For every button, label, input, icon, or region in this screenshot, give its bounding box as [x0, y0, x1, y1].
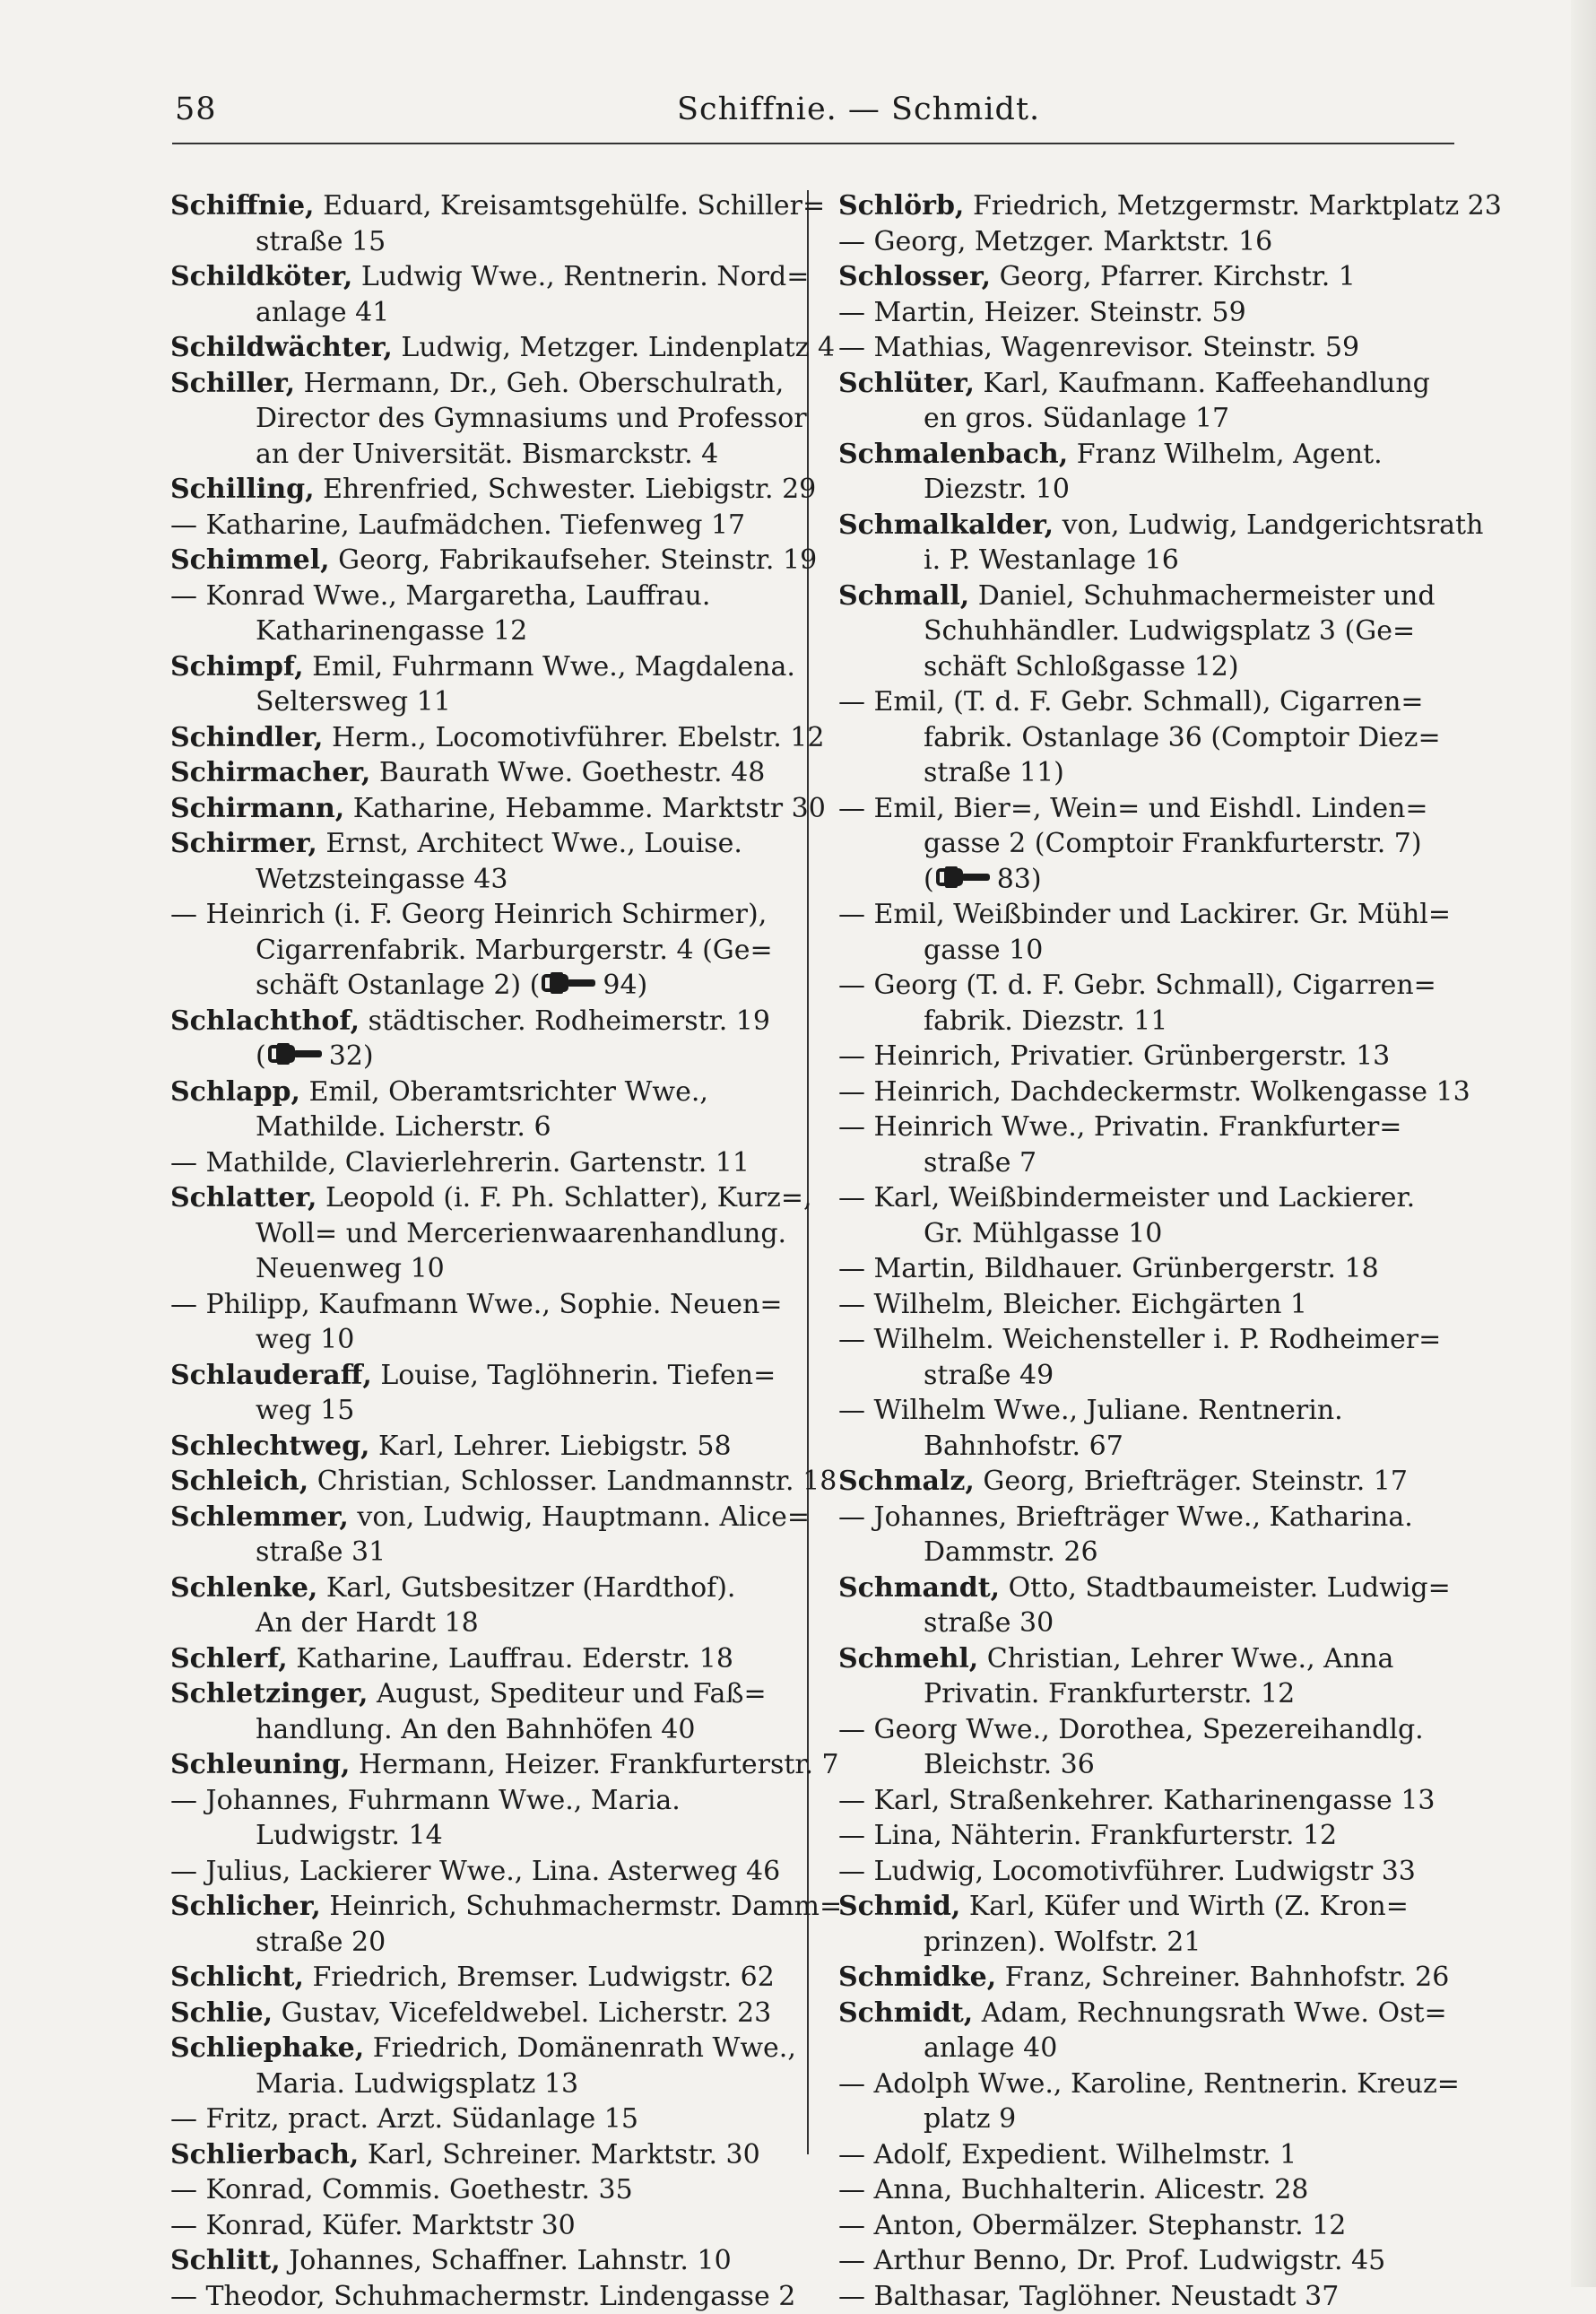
- entry-text: — Katharine, Laufmädchen. Tiefenweg 17: [170, 509, 745, 541]
- entry-surname: Schleuning,: [170, 1749, 350, 1780]
- directory-entry-line: [838, 1996, 1466, 2031]
- entry-text: anlage 40: [924, 2032, 1057, 2064]
- directory-entry-line: [838, 1818, 1466, 1854]
- entry-text: Seltersweg 11: [256, 686, 451, 718]
- entry-surname: Schleich,: [170, 1466, 308, 1497]
- directory-entry-line: [170, 2243, 791, 2279]
- entry-surname: Schmall,: [838, 580, 969, 612]
- directory-entry-line: [838, 1216, 1466, 1252]
- entry-surname: Schiffnie,: [170, 190, 315, 222]
- entry-text: Georg, Fabrikaufseher. Steinstr. 19: [338, 544, 817, 576]
- directory-entry-line: [838, 2031, 1466, 2066]
- directory-entry-line: [838, 401, 1466, 437]
- entry-text: — Karl, Weißbindermeister und Lackierer.: [838, 1182, 1415, 1214]
- entry-text: gasse 2 (Comptoir Frankfurterstr. 7): [924, 828, 1422, 859]
- entry-surname: Schmidke,: [838, 1962, 996, 1993]
- entry-text: platz 9: [924, 2103, 1016, 2135]
- entry-surname: Schmalz,: [838, 1466, 975, 1497]
- entry-text: Ernst, Architect Wwe., Louise.: [325, 828, 742, 859]
- directory-entry-line: [838, 1358, 1466, 1394]
- directory-entry-line: [170, 2137, 791, 2173]
- entry-text: straße 7: [924, 1147, 1037, 1179]
- entry-text: straße 20: [256, 1927, 386, 1958]
- entry-text: — Mathias, Wagenrevisor. Steinstr. 59: [838, 332, 1359, 363]
- entry-text: Johannes, Schaffner. Lahnstr. 10: [289, 2245, 731, 2276]
- entry-text: straße 30: [924, 1607, 1054, 1639]
- entry-surname: Schiller,: [170, 368, 295, 399]
- directory-entry-line: [838, 295, 1466, 331]
- directory-entry-line: [838, 259, 1466, 295]
- running-head: Schiffnie. — Schmidt.: [677, 91, 1040, 127]
- entry-text: — Georg (T. d. F. Gebr. Schmall), Cigarren=: [838, 970, 1436, 1001]
- entry-surname: Schindler,: [170, 722, 323, 753]
- directory-entry-line: [170, 862, 791, 898]
- entry-text: — Ludwig, Locomotivführer. Ludwigstr 33: [838, 1856, 1416, 1887]
- directory-entry-line: [170, 2101, 791, 2137]
- entry-surname: Schlapp,: [170, 1076, 300, 1108]
- entry-surname: Schmid,: [838, 1891, 960, 1922]
- telephone-number: 94): [603, 970, 647, 1001]
- directory-entry-line: [838, 1854, 1466, 1890]
- entry-text: Neuenweg 10: [256, 1253, 445, 1284]
- directory-entry-line: [838, 1429, 1466, 1465]
- page-edge-shadow: [1571, 0, 1596, 2287]
- entry-surname: Schletzinger,: [170, 1678, 368, 1709]
- entry-surname: Schlierbach,: [170, 2139, 359, 2170]
- entry-text: fabrik. Ostanlage 36 (Comptoir Diez=: [924, 722, 1441, 753]
- directory-entry-line: [170, 1500, 791, 1535]
- entry-text: — Julius, Lackierer Wwe., Lina. Asterweg 46: [170, 1856, 780, 1887]
- entry-text: an der Universität. Bismarckstr. 4: [256, 439, 718, 470]
- directory-entry-line: [838, 1322, 1466, 1358]
- entry-text: — Mathilde, Clavierlehrerin. Gartenstr. 11: [170, 1147, 750, 1179]
- entry-text: — Balthasar, Taglöhner. Neustadt 37: [838, 2281, 1339, 2312]
- directory-entry-line: [838, 188, 1466, 224]
- telephone-number: 32): [329, 1040, 374, 1072]
- entry-text: Woll= und Mercerienwaarenhandlung.: [256, 1218, 786, 1249]
- entry-text: Franz, Schreiner. Bahnhofstr. 26: [1005, 1962, 1450, 1993]
- directory-entry-line: [170, 897, 791, 933]
- entry-text: — Georg, Metzger. Marktstr. 16: [838, 226, 1272, 257]
- directory-entry-line: [170, 1960, 791, 1996]
- entry-surname: Schmidt,: [838, 1997, 973, 2029]
- entry-text: — Johannes, Briefträger Wwe., Katharina.: [838, 1501, 1413, 1533]
- left-column: [170, 188, 791, 2314]
- directory-entry-line: [838, 2208, 1466, 2244]
- directory-entry-line: [838, 1570, 1466, 1606]
- entry-text: Otto, Stadtbaumeister. Ludwig=: [1009, 1572, 1451, 1604]
- directory-entry-line: [838, 1464, 1466, 1500]
- entry-text: Christian, Schlosser. Landmannstr. 18: [317, 1466, 837, 1497]
- entry-text: handlung. An den Bahnhöfen 40: [256, 1714, 695, 1745]
- entry-text: — Emil, (T. d. F. Gebr. Schmall), Cigarren=: [838, 686, 1424, 718]
- directory-entry-line: [170, 437, 791, 473]
- entry-text: Hermann, Heizer. Frankfurterstr. 7: [359, 1749, 839, 1780]
- directory-entry-line: [838, 1783, 1466, 1819]
- directory-entry-line: [838, 2101, 1466, 2137]
- directory-entry-line: [170, 295, 791, 331]
- entry-surname: Schimmel,: [170, 544, 330, 576]
- entry-text: Franz Wilhelm, Agent.: [1077, 439, 1383, 470]
- directory-entry-line: [170, 1570, 791, 1606]
- entry-text: Ludwigstr. 14: [256, 1820, 443, 1851]
- entry-text: — Anna, Buchhalterin. Alicestr. 28: [838, 2174, 1308, 2205]
- entry-text: — Lina, Nähterin. Frankfurterstr. 12: [838, 1820, 1337, 1851]
- entry-text: straße 49: [924, 1360, 1054, 1391]
- entry-text: Mathilde. Licherstr. 6: [256, 1111, 551, 1143]
- entry-text: fabrik. Diezstr. 11: [924, 1005, 1167, 1037]
- directory-entry-line: [170, 1605, 791, 1641]
- entry-text: — Karl, Straßenkehrer. Katharinengasse 13: [838, 1785, 1436, 1816]
- entry-text: straße 11): [924, 757, 1064, 788]
- entry-text: August, Spediteur und Faß=: [377, 1678, 767, 1709]
- directory-entry-line: [170, 613, 791, 649]
- entry-surname: Schmehl,: [838, 1643, 978, 1675]
- directory-entry-line: [838, 2243, 1466, 2279]
- directory-entry-line: [838, 330, 1466, 366]
- directory-entry-line: [170, 1180, 791, 1216]
- entry-surname: Schirmacher,: [170, 757, 370, 788]
- directory-entry-line: [170, 1996, 791, 2031]
- directory-entry-line: [838, 2279, 1466, 2314]
- entry-text: Karl, Gutsbesitzer (Hardthof).: [326, 1572, 736, 1604]
- entry-surname: Schlie,: [170, 1997, 273, 2029]
- directory-entry-line: [170, 826, 791, 862]
- directory-entry-line: [170, 259, 791, 295]
- entry-text: — Theodor, Schuhmachermstr. Lindengasse 2: [170, 2281, 795, 2312]
- entry-surname: Schlüter,: [838, 368, 975, 399]
- entry-surname: Schlauderaff,: [170, 1360, 372, 1391]
- directory-entry-line: [170, 1818, 791, 1854]
- entry-text: — Martin, Heizer. Steinstr. 59: [838, 297, 1246, 328]
- directory-entry-line: [838, 1004, 1466, 1040]
- directory-entry-line: [170, 543, 791, 578]
- entry-text: Gustav, Vicefeldwebel. Licherstr. 23: [282, 1997, 772, 2029]
- entry-text: — Wilhelm. Weichensteller i. P. Rodheimer=: [838, 1324, 1441, 1355]
- directory-entry-line: [838, 543, 1466, 578]
- directory-entry-line: [170, 791, 791, 827]
- entry-text: Louise, Taglöhnerin. Tiefen=: [380, 1360, 776, 1391]
- entry-text: — Philipp, Kaufmann Wwe., Sophie. Neuen=: [170, 1289, 783, 1320]
- directory-entry-line: [170, 1464, 791, 1500]
- entry-text: Karl, Kaufmann. Kaffeehandlung: [984, 368, 1430, 399]
- entry-surname: Schirmann,: [170, 793, 344, 824]
- entry-text: Friedrich, Metzgermstr. Marktplatz 23: [973, 190, 1502, 222]
- directory-entry-line: [170, 330, 791, 366]
- entry-text: — Anton, Obermälzer. Stephanstr. 12: [838, 2210, 1346, 2241]
- directory-entry-line: [170, 720, 791, 756]
- entry-text: gasse 10: [924, 935, 1043, 966]
- directory-entry-line: [838, 1712, 1466, 1748]
- directory-entry-line: [838, 1605, 1466, 1641]
- directory-entry-line: [838, 613, 1466, 649]
- entry-surname: Schlicht,: [170, 1962, 304, 1993]
- directory-entry-line: [170, 224, 791, 260]
- directory-entry-line: [838, 2066, 1466, 2102]
- entry-text: anlage 41: [256, 297, 389, 328]
- directory-entry-line: [170, 1251, 791, 1287]
- directory-entry-line: [838, 1747, 1466, 1783]
- entry-text: Georg, Briefträger. Steinstr. 17: [983, 1466, 1408, 1497]
- entry-surname: Schlosser,: [838, 261, 991, 292]
- directory-entry-line: [170, 1641, 791, 1677]
- entry-text: Maria. Ludwigsplatz 13: [256, 2068, 578, 2100]
- directory-entry-line: [838, 1925, 1466, 1961]
- directory-entry-line: [838, 933, 1466, 969]
- directory-entry-line: [170, 1287, 791, 1323]
- directory-entry-line: [170, 2031, 791, 2066]
- entry-text: Karl, Lehrer. Liebigstr. 58: [378, 1431, 732, 1462]
- directory-entry-line: [838, 2137, 1466, 2173]
- directory-entry-line: [170, 1074, 791, 1110]
- directory-entry-line: [838, 791, 1466, 827]
- entry-surname: Schimpf,: [170, 651, 304, 683]
- directory-entry-line: [170, 2172, 791, 2208]
- entry-text: — Adolf, Expedient. Wilhelmstr. 1: [838, 2139, 1297, 2170]
- pointing-hand-icon: [540, 969, 603, 1005]
- directory-entry-line: [838, 437, 1466, 473]
- entry-text: — Heinrich, Dachdeckermstr. Wolkengasse 13: [838, 1076, 1470, 1108]
- directory-entry-line: [170, 1783, 791, 1819]
- directory-entry-line: [170, 1925, 791, 1961]
- entry-text: — Konrad Wwe., Margaretha, Lauffrau.: [170, 580, 710, 612]
- entry-text: — Johannes, Fuhrmann Wwe., Maria.: [170, 1785, 681, 1816]
- entry-text: Hermann, Dr., Geh. Oberschulrath,: [304, 368, 785, 399]
- entry-text: Schuhhändler. Ludwigsplatz 3 (Ge=: [924, 615, 1415, 647]
- entry-text: — Heinrich (i. F. Georg Heinrich Schirmer),: [170, 899, 767, 930]
- directory-entry-line: [170, 1889, 791, 1925]
- directory-entry-line: [838, 826, 1466, 862]
- entry-text: Director des Gymnasiums und Professor: [256, 403, 807, 434]
- entry-text: — Heinrich Wwe., Privatin. Frankfurter=: [838, 1111, 1401, 1143]
- entry-surname: Schlechtweg,: [170, 1431, 370, 1462]
- entry-text: Georg, Pfarrer. Kirchstr. 1: [1000, 261, 1356, 292]
- directory-entry-line: [838, 862, 1466, 898]
- directory-entry-line: [170, 1109, 791, 1145]
- directory-entry-line: [170, 1747, 791, 1783]
- entry-surname: Schlachthof,: [170, 1005, 360, 1037]
- directory-entry-line: [838, 1889, 1466, 1925]
- entry-surname: Schlatter,: [170, 1182, 317, 1214]
- entry-surname: Schlitt,: [170, 2245, 281, 2276]
- directory-entry-line: [170, 188, 791, 224]
- directory-entry-line: [170, 1676, 791, 1712]
- entry-surname: Schlörb,: [838, 190, 964, 222]
- directory-entry-line: [838, 684, 1466, 720]
- entry-text: i. P. Westanlage 16: [924, 544, 1179, 576]
- entry-text: von, Ludwig, Landgerichtsrath: [1063, 509, 1484, 541]
- entry-text: Karl, Schreiner. Marktstr. 30: [368, 2139, 760, 2170]
- entry-surname: Schliephake,: [170, 2032, 364, 2064]
- entry-text: — Emil, Bier=, Wein= und Eishdl. Linden=: [838, 793, 1428, 824]
- entry-text: Daniel, Schuhmachermeister und: [978, 580, 1436, 612]
- directory-entry-line: [838, 1109, 1466, 1145]
- directory-entry-line: [170, 1039, 791, 1074]
- entry-text: von, Ludwig, Hauptmann. Alice=: [357, 1501, 810, 1533]
- directory-entry-line: [838, 508, 1466, 544]
- entry-text: weg 10: [256, 1324, 354, 1355]
- entry-text: — Heinrich, Privatier. Grünbergerstr. 13: [838, 1040, 1390, 1072]
- directory-entry-line: [838, 649, 1466, 685]
- directory-entry-line: [838, 1074, 1466, 1110]
- right-column: [838, 188, 1466, 2314]
- entry-text: straße 15: [256, 226, 386, 257]
- directory-entry-line: [170, 1712, 791, 1748]
- entry-text: — Georg Wwe., Dorothea, Spezereihandlg.: [838, 1714, 1424, 1745]
- entry-text: Dammstr. 26: [924, 1536, 1098, 1568]
- entry-text: — Konrad, Commis. Goethestr. 35: [170, 2174, 633, 2205]
- directory-entry-line: [170, 1854, 791, 1890]
- entry-surname: Schlemmer,: [170, 1501, 349, 1533]
- directory-entry-line: [838, 1180, 1466, 1216]
- entry-text: schäft Schloßgasse 12): [924, 651, 1239, 683]
- header-rule: [172, 143, 1454, 144]
- entry-text: — Martin, Bildhauer. Grünbergerstr. 18: [838, 1253, 1379, 1284]
- entry-text: Bleichstr. 36: [924, 1749, 1095, 1780]
- entry-text: Herm., Locomotivführer. Ebelstr. 12: [332, 722, 824, 753]
- directory-entry-line: [838, 1676, 1466, 1712]
- directory-entry-line: [170, 968, 791, 1004]
- entry-text: Bahnhofstr. 67: [924, 1431, 1123, 1462]
- directory-entry-line: [170, 1393, 791, 1429]
- directory-entry-line: [170, 578, 791, 614]
- directory-entry-line: [838, 366, 1466, 402]
- entry-surname: Schildköter,: [170, 261, 352, 292]
- directory-entry-line: [170, 472, 791, 508]
- entry-surname: Schlenke,: [170, 1572, 317, 1604]
- directory-entry-line: [170, 1145, 791, 1181]
- directory-entry-line: [170, 508, 791, 544]
- entry-text: prinzen). Wolfstr. 21: [924, 1927, 1201, 1958]
- entry-text: — Wilhelm Wwe., Juliane. Rentnerin.: [838, 1395, 1343, 1426]
- pointing-hand-icon: [934, 863, 997, 899]
- directory-entry-line: [838, 1960, 1466, 1996]
- directory-entry-line: [838, 755, 1466, 791]
- directory-entry-line: [170, 1322, 791, 1358]
- entry-text: — Wilhelm, Bleicher. Eichgärten 1: [838, 1289, 1307, 1320]
- directory-entry-line: [838, 472, 1466, 508]
- entry-text: Diezstr. 10: [924, 474, 1070, 505]
- entry-surname: Schmalkalder,: [838, 509, 1054, 541]
- entry-text: en gros. Südanlage 17: [924, 403, 1229, 434]
- directory-entry-line: [170, 649, 791, 685]
- entry-surname: Schildwächter,: [170, 332, 393, 363]
- entry-text: Cigarrenfabrik. Marburgerstr. 4 (Ge=: [256, 935, 773, 966]
- directory-entry-line: [838, 578, 1466, 614]
- directory-entry-line: [170, 2066, 791, 2102]
- entry-text: Katharine, Hebamme. Marktstr 30: [353, 793, 826, 824]
- entry-text: Friedrich, Bremser. Ludwigstr. 62: [312, 1962, 774, 1993]
- page-number: 58: [175, 91, 217, 127]
- entry-text: städtischer. Rodheimerstr. 19: [369, 1005, 770, 1037]
- entry-text: Friedrich, Domänenrath Wwe.,: [373, 2032, 796, 2064]
- entry-surname: Schilling,: [170, 474, 315, 505]
- directory-entry-line: [838, 968, 1466, 1004]
- entry-surname: Schlerf,: [170, 1643, 288, 1675]
- entry-text: Ludwig Wwe., Rentnerin. Nord=: [361, 261, 809, 292]
- directory-entry-line: [838, 1535, 1466, 1570]
- entry-text: Privatin. Frankfurterstr. 12: [924, 1678, 1295, 1709]
- entry-text: Emil, Fuhrmann Wwe., Magdalena.: [312, 651, 795, 683]
- entry-text: — Emil, Weißbinder und Lackirer. Gr. Mühl=: [838, 899, 1451, 930]
- telephone-number: 83): [997, 864, 1042, 895]
- entry-text: straße 31: [256, 1536, 386, 1568]
- entry-surname: Schmandt,: [838, 1572, 1000, 1604]
- entry-text: Ludwig, Metzger. Lindenplatz 4: [401, 332, 835, 363]
- directory-entry-line: [170, 2208, 791, 2244]
- directory-entry-line: [838, 897, 1466, 933]
- entry-text: schäft Ostanlage 2) (: [256, 970, 540, 1001]
- entry-surname: Schmalenbach,: [838, 439, 1068, 470]
- directory-entry-line: [170, 1216, 791, 1252]
- entry-text: Baurath Wwe. Goethestr. 48: [379, 757, 765, 788]
- entry-text: Leopold (i. F. Ph. Schlatter), Kurz=,: [325, 1182, 812, 1214]
- entry-text: Emil, Oberamtsrichter Wwe.,: [309, 1076, 708, 1108]
- entry-text: Ehrenfried, Schwester. Liebigstr. 29: [323, 474, 816, 505]
- entry-text: Katharinengasse 12: [256, 615, 527, 647]
- directory-entry-line: [170, 401, 791, 437]
- entry-text: Eduard, Kreisamtsgehülfe. Schiller=: [323, 190, 825, 222]
- pointing-hand-icon: [266, 1040, 329, 1075]
- entry-text: Katharine, Lauffrau. Ederstr. 18: [296, 1643, 733, 1675]
- entry-text: Heinrich, Schuhmachermstr. Damm=: [329, 1891, 842, 1922]
- entry-surname: Schlicher,: [170, 1891, 321, 1922]
- directory-entry-line: [838, 1039, 1466, 1074]
- entry-text: Gr. Mühlgasse 10: [924, 1218, 1162, 1249]
- directory-entry-line: [838, 1145, 1466, 1181]
- entry-text: An der Hardt 18: [256, 1607, 479, 1639]
- entry-text: Wetzsteingasse 43: [256, 864, 507, 895]
- entry-text: weg 15: [256, 1395, 354, 1426]
- directory-entry-line: [170, 1358, 791, 1394]
- entry-text: — Adolph Wwe., Karoline, Rentnerin. Kreuz=: [838, 2068, 1460, 2100]
- directory-entry-line: [838, 2172, 1466, 2208]
- directory-entry-line: [838, 1287, 1466, 1323]
- entry-text: Karl, Küfer und Wirth (Z. Kron=: [969, 1891, 1409, 1922]
- directory-entry-line: [838, 1500, 1466, 1535]
- directory-entry-line: [838, 720, 1466, 756]
- directory-entry-line: [170, 684, 791, 720]
- directory-entry-line: [170, 755, 791, 791]
- entry-text: (: [924, 864, 934, 895]
- directory-entry-line: [170, 933, 791, 969]
- entry-surname: Schirmer,: [170, 828, 317, 859]
- directory-entry-line: [838, 224, 1466, 260]
- entry-text: — Arthur Benno, Dr. Prof. Ludwigstr. 45: [838, 2245, 1385, 2276]
- directory-entry-line: [170, 2279, 791, 2314]
- directory-entry-line: [170, 1004, 791, 1040]
- directory-entry-line: [170, 366, 791, 402]
- entry-text: Christian, Lehrer Wwe., Anna: [987, 1643, 1394, 1675]
- entry-text: Adam, Rechnungsrath Wwe. Ost=: [982, 1997, 1447, 2029]
- directory-entry-line: [170, 1535, 791, 1570]
- entry-text: — Konrad, Küfer. Marktstr 30: [170, 2210, 576, 2241]
- directory-entry-line: [838, 1393, 1466, 1429]
- directory-entry-line: [170, 1429, 791, 1465]
- directory-entry-line: [838, 1251, 1466, 1287]
- directory-entry-line: [838, 1641, 1466, 1677]
- entry-text: (: [256, 1040, 266, 1072]
- entry-text: — Fritz, pract. Arzt. Südanlage 15: [170, 2103, 638, 2135]
